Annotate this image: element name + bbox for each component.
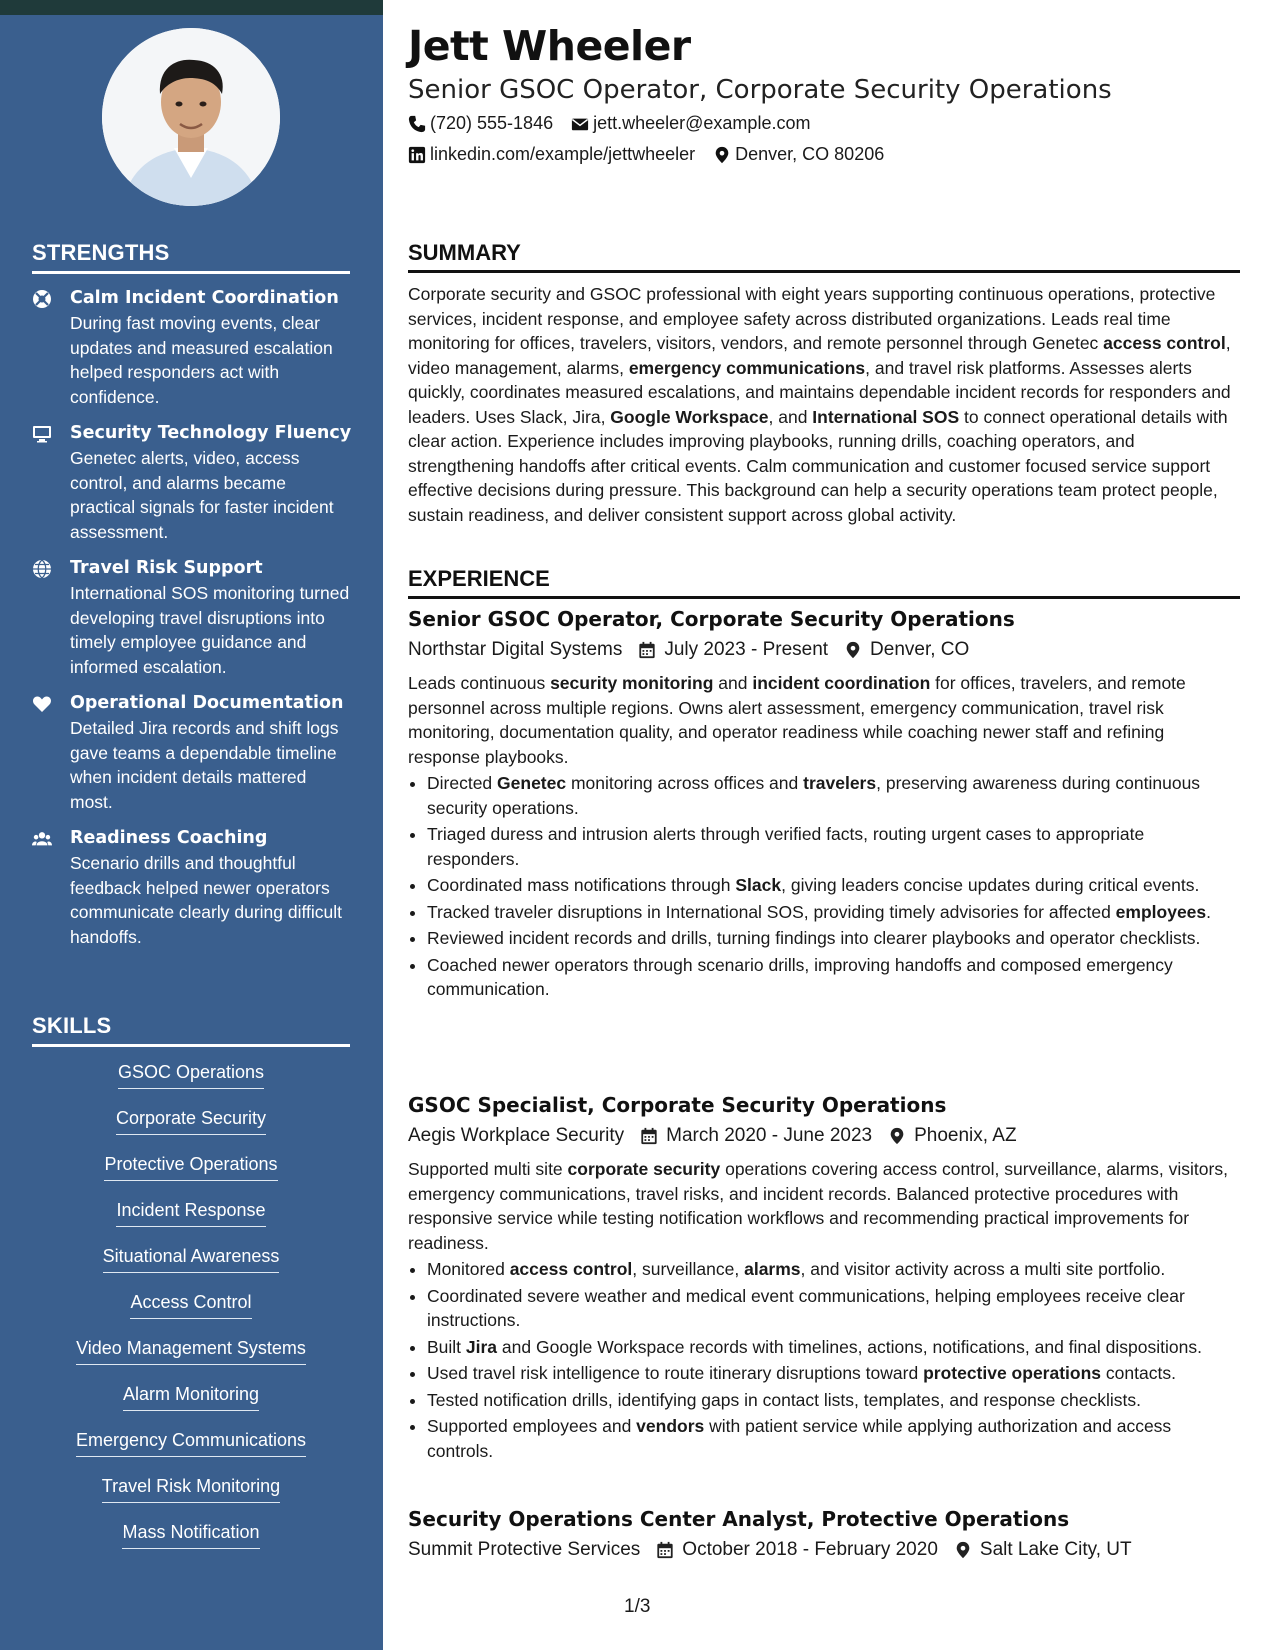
strength-item	[32, 286, 352, 409]
strength-description: During fast moving events, clear updates and measured escalation helped responders act with confidence.	[70, 313, 333, 407]
bullet-item	[427, 771, 1240, 820]
skill-tag: Incident Response	[116, 1198, 265, 1227]
job-entry	[408, 605, 1240, 1004]
job-meta	[408, 635, 1240, 665]
text-run: contacts.	[1101, 1363, 1176, 1383]
location-text: Denver, CO 80206	[735, 144, 885, 164]
job-dates: October 2018 - February 2020	[682, 1539, 938, 1560]
text-run: Used travel risk intelligence to route itinerary disruptions toward	[427, 1363, 924, 1383]
text-run: to connect operational details with clear action. Experience includes improving playbooks, running drills, coaching operators, and strengthening handoffs after critical events. Calm communication and customer focused service support effective decisions during pressure. This background can help a security operations team protect people, sustain readiness, and deliver consistent support across global activity.	[408, 406, 1228, 525]
text-run: Triaged duress and intrusion alerts through verified facts, routing urgent cases to appropriate responders.	[427, 824, 1145, 869]
skills-list	[32, 1060, 350, 1566]
strength-title: Travel Risk Support	[70, 558, 263, 578]
text-run: Leads continuous	[408, 673, 551, 693]
phone-number: (720) 555-1846	[430, 113, 554, 133]
bold-keyword: incident coordination	[752, 673, 931, 693]
strength-description: Scenario drills and thoughtful feedback helped newer operators communicate clearly during difficult handoffs.	[70, 853, 343, 947]
text-run: Directed	[427, 773, 498, 793]
experience-title: EXPERIENCE	[408, 566, 1240, 599]
location-contact	[713, 144, 884, 165]
strength-item	[32, 691, 352, 814]
bold-keyword: Genetec	[497, 773, 567, 793]
job-bullets	[408, 771, 1240, 1002]
skill-tag: Emergency Communications	[76, 1428, 306, 1457]
text-run: with patient service while applying authorization and access controls.	[427, 1416, 1172, 1461]
email-address: jett.wheeler@example.com	[593, 113, 811, 133]
bullet-item	[427, 1257, 1240, 1282]
strength-title: Calm Incident Coordination	[70, 288, 339, 308]
job-location: Phoenix, AZ	[914, 1125, 1017, 1146]
job-dates: March 2020 - June 2023	[666, 1125, 873, 1146]
text-run: Corporate security and GSOC professional with eight years supporting continuous operations, protective services, incident response, and employee safety across distributed organizations. Leads real time monitoring for offices, travelers, visitors, vendors, and remote personnel through Genetec	[408, 284, 1216, 353]
text-run: Built	[427, 1336, 466, 1357]
bullet-item	[427, 873, 1240, 898]
text-run: , and visitor activity across a multi site portfolio.	[800, 1259, 1166, 1279]
job-company: Northstar Digital Systems	[408, 639, 623, 660]
skill-tag: Situational Awareness	[103, 1244, 280, 1273]
linkedin-icon	[408, 146, 426, 164]
text-run: Supported employees and	[427, 1416, 637, 1436]
candidate-name: Jett Wheeler	[408, 22, 691, 70]
job-location: Denver, CO	[870, 639, 970, 660]
strengths-title: STRENGTHS	[32, 240, 350, 274]
job-entry	[408, 1505, 1240, 1565]
bold-keyword: security monitoring	[550, 673, 714, 693]
skill-tag: Alarm Monitoring	[123, 1382, 259, 1411]
text-run: operations covering access control, surveillance, alarms, visitors, emergency communications, travel risks, and incident records. Balanced protective procedures with responsive service while testing notification workflows and recommending practical improvements for readiness.	[408, 1159, 1228, 1253]
job-bullets	[408, 1257, 1240, 1463]
sidebar-top-bar	[0, 0, 383, 15]
bullet-item	[427, 1414, 1240, 1463]
bold-keyword: protective operations	[923, 1363, 1102, 1383]
people-icon	[32, 826, 70, 949]
text-run: Tracked traveler disruptions in International SOS, providing timely advisories for affected	[427, 901, 1116, 922]
heart-icon	[32, 691, 70, 814]
globe-icon	[32, 556, 70, 679]
bold-keyword: corporate security	[567, 1159, 721, 1179]
bold-keyword: Google Workspace	[610, 406, 769, 427]
skill-tag: Video Management Systems	[76, 1336, 306, 1365]
job-meta	[408, 1535, 1240, 1565]
job-company: Summit Protective Services	[408, 1539, 641, 1560]
text-run: and	[713, 673, 753, 693]
bullet-item	[427, 900, 1240, 925]
text-run: , preserving awareness during continuous security operations.	[427, 773, 1201, 818]
map-pin-icon	[954, 1541, 972, 1559]
summary-text	[408, 282, 1240, 527]
job-title: Security Operations Center Analyst, Protective Operations	[408, 1507, 1070, 1531]
text-run: Monitored	[427, 1259, 510, 1279]
text-run: Coordinated mass notifications through	[427, 875, 736, 895]
text-run: Coordinated severe weather and medical event communications, helping employees receive clear instructions.	[427, 1285, 1185, 1330]
skills-title: SKILLS	[32, 1013, 350, 1047]
strengths-list	[32, 286, 352, 961]
job-company: Aegis Workplace Security	[408, 1125, 625, 1146]
bold-keyword: vendors	[636, 1416, 705, 1436]
skill-tag: Access Control	[130, 1290, 251, 1319]
strength-title: Operational Documentation	[70, 693, 344, 713]
phone-icon	[408, 115, 426, 133]
bold-keyword: emergency communications	[628, 357, 866, 378]
bold-keyword: employees	[1115, 901, 1207, 922]
job-dates: July 2023 - Present	[664, 639, 829, 660]
skill-tag: GSOC Operations	[118, 1060, 264, 1089]
bold-keyword: alarms	[744, 1259, 801, 1279]
text-run: and Google Workspace records with timelines, actions, notifications, and final dispositions.	[497, 1336, 1202, 1357]
text-run: , video management, alarms,	[408, 333, 1231, 378]
map-pin-icon	[713, 146, 731, 164]
candidate-headline: Senior GSOC Operator, Corporate Security Operations	[408, 75, 1112, 105]
strength-item	[32, 421, 352, 544]
monitor-icon	[32, 421, 70, 544]
email-contact[interactable]	[571, 113, 810, 134]
text-run: .	[1206, 901, 1212, 922]
skill-tag: Mass Notification	[122, 1520, 259, 1549]
job-location: Salt Lake City, UT	[979, 1539, 1132, 1560]
text-run: Supported multi site	[408, 1159, 568, 1179]
bullet-item	[427, 926, 1240, 951]
job-entry	[408, 1091, 1240, 1465]
strength-item	[32, 826, 352, 949]
job-description	[408, 671, 1240, 769]
bullet-item	[427, 1388, 1240, 1413]
strength-description: Detailed Jira records and shift logs gave teams a dependable timeline when incident details mattered most.	[70, 718, 339, 812]
job-description	[408, 1157, 1240, 1255]
bullet-item	[427, 953, 1240, 1002]
bold-keyword: access control	[509, 1259, 633, 1279]
skill-tag: Corporate Security	[116, 1106, 266, 1135]
job-title: Senior GSOC Operator, Corporate Security Operations	[408, 607, 1015, 631]
summary-title: SUMMARY	[408, 240, 1240, 273]
contact-row	[408, 113, 828, 134]
bold-keyword: travelers	[803, 773, 877, 793]
job-title: GSOC Specialist, Corporate Security Operations	[408, 1093, 947, 1117]
job-meta	[408, 1121, 1240, 1151]
envelope-icon	[571, 115, 589, 133]
map-pin-icon	[844, 641, 862, 659]
linkedin-url: linkedin.com/example/jettwheeler	[430, 144, 696, 164]
bold-keyword: Slack	[735, 875, 782, 895]
strength-title: Security Technology Fluency	[70, 423, 352, 443]
strength-description: Genetec alerts, video, access control, and alarms became practical signals for faster incident assessment.	[70, 448, 334, 542]
bold-keyword: International SOS	[812, 406, 960, 427]
linkedin-contact[interactable]	[408, 144, 695, 165]
text-run: Coached newer operators through scenario drills, improving handoffs and composed emergency communication.	[427, 954, 1173, 999]
text-run: Reviewed incident records and drills, turning findings into clearer playbooks and operator checklists.	[427, 928, 1201, 948]
bullet-item	[427, 822, 1240, 871]
skill-tag: Protective Operations	[104, 1152, 277, 1181]
calendar-icon	[638, 641, 656, 659]
text-run: , surveillance,	[632, 1259, 745, 1279]
map-pin-icon	[888, 1127, 906, 1145]
text-run: , and travel risk platforms. Assesses alerts quickly, coordinates measured escalations, and maintains dependable incident records for responders and leaders. Uses Slack, Jira,	[408, 357, 1231, 427]
strength-description: International SOS monitoring turned developing travel disruptions into timely employee guidance and informed escalation.	[70, 583, 350, 677]
calendar-icon	[640, 1127, 658, 1145]
text-run: for offices, travelers, and remote personnel across multiple regions. Owns alert assessment, emergency communication, travel risk monitoring, documentation quality, and operator readiness while coaching newer staff and refining response playbooks.	[408, 673, 1186, 767]
bullet-item	[427, 1284, 1240, 1333]
skill-tag: Travel Risk Monitoring	[102, 1474, 280, 1503]
avatar	[102, 28, 280, 206]
phone-contact[interactable]	[408, 113, 553, 134]
text-run: , and	[768, 406, 813, 427]
text-run: , giving leaders concise updates during critical events.	[781, 875, 1200, 895]
calendar-icon	[656, 1541, 674, 1559]
bold-keyword: Jira	[465, 1336, 498, 1357]
page-number: 1/3	[624, 1596, 651, 1617]
strength-title: Readiness Coaching	[70, 828, 268, 848]
text-run: monitoring across offices and	[566, 773, 804, 793]
contact-row	[408, 144, 902, 165]
bullet-item	[427, 1335, 1240, 1360]
strength-item	[32, 556, 352, 679]
lifebuoy-icon	[32, 286, 70, 409]
text-run: Tested notification drills, identifying gaps in contact lists, templates, and response checklists.	[427, 1389, 1141, 1410]
bullet-item	[427, 1361, 1240, 1386]
bold-keyword: access control	[1103, 333, 1226, 353]
sidebar	[0, 0, 383, 1650]
